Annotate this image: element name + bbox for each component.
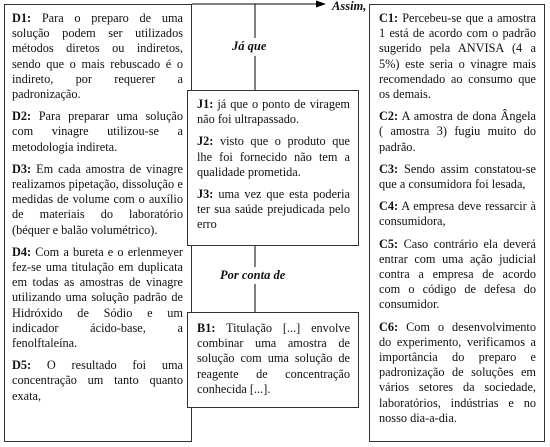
data-item-text: Para preparar uma solução com vinagre utilizou-se a metodologia indireta.	[12, 109, 184, 154]
claim-list	[379, 11, 536, 426]
claim-item-id: C3:	[379, 161, 399, 176]
data-item	[12, 11, 183, 102]
backing-box	[187, 312, 359, 408]
backing-connector-label: Por conta de	[220, 268, 286, 282]
claim-item-id: C5:	[379, 236, 399, 251]
backing-item	[197, 321, 350, 397]
claim-item-text: A empresa deve ressarcir à consumidora,	[379, 199, 536, 229]
warrant-item-text: já que o ponto de viragem não foi ultrapassado.	[197, 97, 350, 127]
backing-list	[197, 321, 350, 397]
claim-item-text: A amostra de dona Ângela ( amostra 3) fugiu muito do padrão.	[379, 109, 536, 154]
warrant-item	[197, 97, 350, 127]
warrant-item-id: J3:	[197, 187, 214, 202]
data-item-id: D1:	[12, 11, 32, 25]
data-item-id: D4:	[12, 244, 32, 259]
data-item	[12, 109, 183, 155]
claim-item-id: C2:	[379, 109, 399, 124]
warrant-item	[197, 134, 350, 180]
warrant-item-text: uma vez que esta poderia ter sua saúde prejudicada pelo erro	[197, 187, 350, 232]
data-item-text: O resultado foi uma concentração um tanto quanto exata,	[12, 358, 184, 403]
claim-item	[379, 320, 536, 426]
warrant-list	[197, 97, 350, 233]
claim-item-text: Com o desenvolvimento do experimento, verificamos a importância do preparo e padronização de soluções em vários setores da sociedade, laboratórios, indústrias e no nosso dia-a-dia.	[379, 319, 536, 425]
claim-item	[379, 199, 536, 229]
claim-item-id: C1:	[379, 11, 399, 25]
warrant-item-id: J2:	[197, 134, 214, 149]
claim-item	[379, 109, 536, 155]
data-item-id: D3:	[12, 161, 32, 176]
data-item-id: D5:	[12, 358, 32, 373]
claim-item-id: C6:	[379, 319, 399, 334]
warrant-item	[197, 187, 350, 233]
claim-item-id: C4:	[379, 199, 399, 214]
claim-item	[379, 11, 536, 102]
data-item	[12, 162, 183, 238]
claim-item-text: Sendo assim constatou-se que a consumidora foi lesada,	[379, 161, 536, 192]
claim-item	[379, 162, 536, 192]
warrant-connector-label: Já que	[232, 39, 267, 53]
data-item-text: Em cada amostra de vinagre realizamos pipetação, dissolução e medidas de volume com o auxílio de materiais do laboratório (béquer e balão volumétrico).	[12, 161, 183, 237]
claim-box	[369, 4, 545, 442]
warrant-item-text: visto que o produto que lhe foi fornecido não tem a qualidade prometida.	[197, 134, 351, 179]
data-item-text: Com a bureta e o erlenmeyer fez-se uma titulação em duplicata em todas as amostras de vinagre utilizando uma solução padrão de Hidróxido de Sódio e um indicador ácido-base, a fenolftaleína.	[12, 244, 184, 351]
claim-item-text: Percebeu-se que a amostra 1 está de acordo com o padrão sugerido pela ANVISA (4 a 5%) este seria o vinagre mais recomendado ao consumo que os demais.	[379, 11, 537, 102]
arrow-head	[316, 1, 326, 8]
data-item	[12, 358, 183, 404]
warrant-box	[187, 90, 359, 246]
claim-item-text: Caso contrário ela deverá entrar com uma ação judicial contra a empresa de acordo com o código de defesa do consumidor.	[379, 236, 536, 312]
data-item-text: Para o preparo de uma solução podem ser utilizados métodos diretos ou indiretos, sendo que o mais rebuscado é o indireto, por requerer a padronização.	[12, 11, 184, 102]
warrant-item-id: J1:	[197, 97, 214, 111]
data-box	[4, 4, 192, 442]
backing-item-id: B1:	[197, 321, 216, 335]
claim-item	[379, 237, 536, 313]
claim-connector-label: Assim,	[332, 0, 367, 13]
data-item-id: D2:	[12, 109, 32, 124]
backing-item-text: Titulação [...] envolve combinar uma amostra de solução com uma solução de reagente de concentração conhecida [...].	[197, 321, 350, 396]
data-item	[12, 245, 183, 351]
data-list	[12, 11, 183, 404]
